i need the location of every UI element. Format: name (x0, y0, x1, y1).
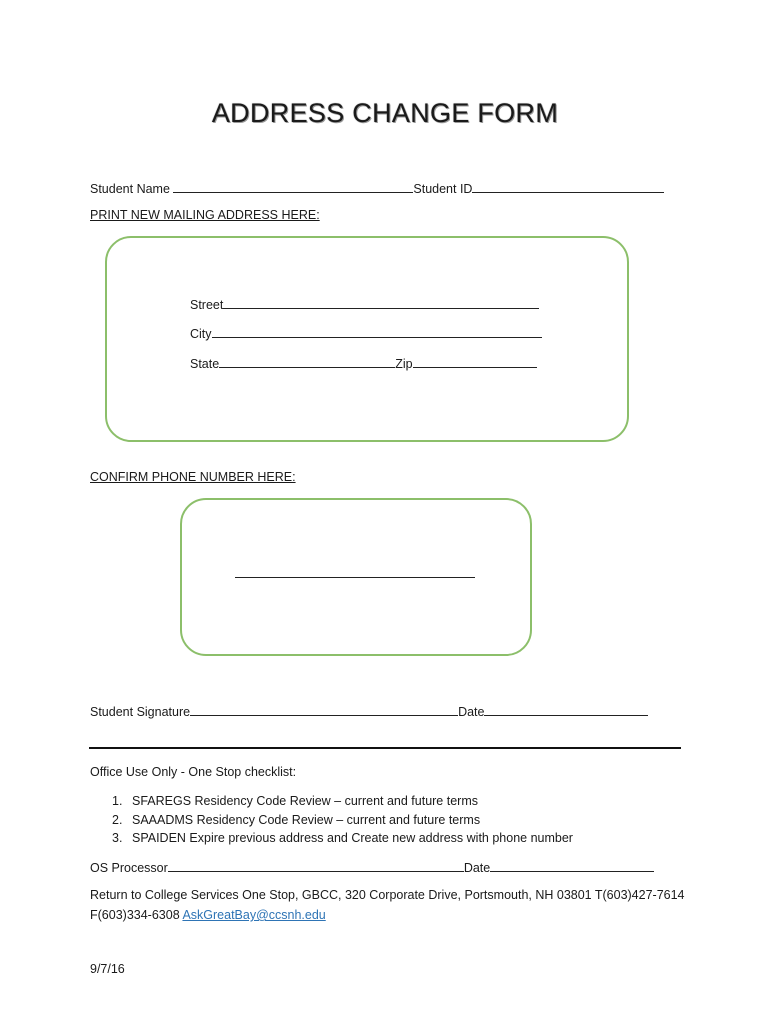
student-row (90, 180, 664, 196)
signature-date-field[interactable] (484, 703, 648, 716)
state-zip-row (190, 355, 537, 371)
signature-label: Student Signature (90, 705, 191, 719)
return-address-line: Return to College Services One Stop, GBCC, 320 Corporate Drive, Portsmouth, NH 03801 T(603)427-7614 (90, 888, 685, 902)
phone-number-field[interactable] (235, 565, 475, 578)
return-contact-line (90, 908, 326, 922)
office-heading: Office Use Only - One Stop checklist: (90, 765, 297, 779)
checklist-item (112, 813, 573, 832)
city-label: City (190, 327, 212, 341)
zip-field[interactable] (413, 355, 537, 368)
city-field[interactable] (212, 325, 542, 338)
fax-number: F(603)334-6308 (90, 908, 183, 922)
student-id-label: Student ID (413, 182, 473, 196)
processor-date-label: Date (463, 861, 491, 875)
student-name-label: Student Name (90, 182, 174, 196)
processor-row (90, 859, 654, 875)
office-divider (89, 747, 681, 749)
state-field[interactable] (219, 355, 395, 368)
mailing-heading: PRINT NEW MAILING ADDRESS HERE: (90, 208, 320, 222)
signature-date-label: Date (458, 705, 485, 719)
city-row (190, 325, 542, 341)
checklist-item-number: 1. (112, 794, 123, 808)
checklist-item (112, 794, 573, 813)
processor-field[interactable] (168, 859, 464, 872)
state-label: State (190, 357, 220, 371)
street-field[interactable] (223, 296, 539, 309)
student-id-field[interactable] (472, 180, 664, 193)
phone-heading: CONFIRM PHONE NUMBER HERE: (90, 470, 296, 484)
signature-field[interactable] (190, 703, 458, 716)
processor-label: OS Processor (90, 861, 168, 875)
checklist-item-number: 2. (112, 812, 123, 827)
street-label: Street (190, 298, 224, 312)
zip-label: Zip (395, 357, 413, 371)
checklist-item (112, 831, 573, 850)
email-link[interactable]: AskGreatBay@ccsnh.edu (182, 908, 326, 922)
footer-date: 9/7/16 (90, 962, 125, 976)
checklist-item-text: SPAIDEN Expire previous address and Create new address with phone number (132, 831, 573, 845)
checklist-item-text: SAAADMS Residency Code Review – current and future terms (132, 812, 481, 827)
form-title: ADDRESS CHANGE FORM (211, 98, 559, 128)
office-checklist (112, 794, 573, 850)
processor-date-field[interactable] (490, 859, 654, 872)
street-row (190, 296, 539, 312)
checklist-item-text: SFAREGS Residency Code Review – current and future terms (132, 794, 478, 808)
signature-row (90, 703, 648, 719)
student-name-field[interactable] (173, 180, 413, 193)
checklist-item-number: 3. (112, 831, 123, 845)
